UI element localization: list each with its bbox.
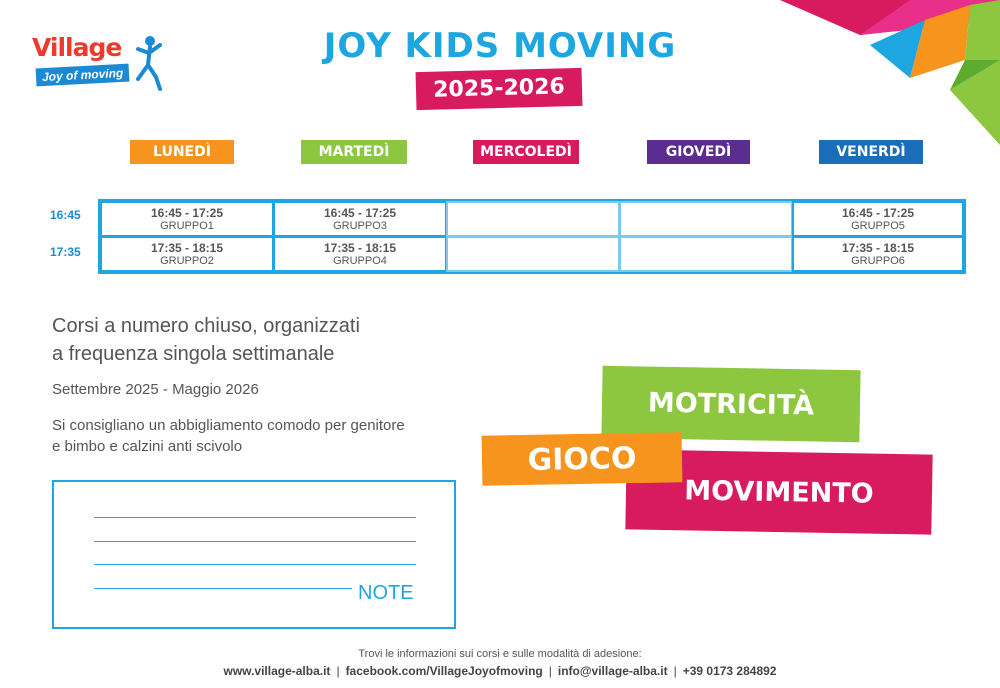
clothing-advice <box>52 415 405 457</box>
clothing-advice-line1: Si consigliano un abbigliamento comodo per genitore <box>52 417 405 434</box>
footer-separator: | <box>336 664 340 678</box>
day-header-mercoledi: MERCOLEDÌ <box>473 140 579 164</box>
cell-time: 17:35 - 18:15 <box>323 241 397 255</box>
cell-group: GRUPPO6 <box>851 255 905 267</box>
phone-number[interactable]: +39 0173 284892 <box>682 664 777 678</box>
schedule-cell <box>100 201 274 237</box>
tag-gioco: GIOCO <box>482 432 683 485</box>
note-line <box>94 564 416 565</box>
schedule-cell-empty <box>446 236 620 272</box>
course-description-line2: a frequenza singola settimanale <box>52 343 335 365</box>
schedule-cell <box>273 201 447 237</box>
footer-separator: | <box>673 664 677 678</box>
cell-time: 17:35 - 18:15 <box>150 241 224 255</box>
note-line <box>94 588 352 589</box>
clothing-advice-line2: e bimbo e calzini anti scivolo <box>52 438 243 455</box>
notes-box <box>52 480 456 629</box>
email-link[interactable]: info@village-alba.it <box>557 664 668 678</box>
schedule-cell <box>273 236 447 272</box>
website-link[interactable]: www.village-alba.it <box>223 664 331 678</box>
schedule-cell <box>100 236 274 272</box>
cell-time: 16:45 - 17:25 <box>841 206 915 220</box>
cell-time: 17:35 - 18:15 <box>841 241 915 255</box>
facebook-link[interactable]: facebook.com/VillageJoyofmoving <box>345 664 543 678</box>
footer-intro: Trovi le informazioni sui corsi e sulle modalità di adesione: <box>358 648 642 660</box>
schedule-cell <box>792 236 964 272</box>
season-badge: 2025-2026 <box>416 68 583 110</box>
course-period: Settembre 2025 - Maggio 2026 <box>52 381 259 398</box>
corner-decoration <box>760 0 1000 145</box>
footer-contacts <box>0 664 1000 678</box>
logo-tagline: Joy of moving <box>36 64 130 87</box>
schedule-cell-empty <box>619 236 793 272</box>
footer-separator: | <box>548 664 552 678</box>
day-header-lunedi: LUNEDÌ <box>130 140 234 164</box>
notes-label: NOTE <box>358 582 414 604</box>
tag-motricita: MOTRICITÀ <box>601 366 860 442</box>
note-line <box>94 517 416 518</box>
schedule-cell <box>792 201 964 237</box>
time-label-1: 16:45 <box>50 208 81 222</box>
schedule-cell-empty <box>446 201 620 237</box>
course-description <box>52 312 360 368</box>
cell-time: 16:45 - 17:25 <box>150 206 224 220</box>
schedule-table <box>98 199 966 274</box>
note-line <box>94 541 416 542</box>
page-title: JOY KIDS MOVING <box>323 26 677 66</box>
schedule-cell-empty <box>619 201 793 237</box>
cell-group: GRUPPO3 <box>333 220 387 232</box>
course-description-line1: Corsi a numero chiuso, organizzati <box>52 315 360 337</box>
day-header-martedi: MARTEDÌ <box>301 140 407 164</box>
time-label-2: 17:35 <box>50 245 81 259</box>
cell-group: GRUPPO4 <box>333 255 387 267</box>
cell-group: GRUPPO5 <box>851 220 905 232</box>
day-header-giovedi: GIOVEDÌ <box>647 140 750 164</box>
logo-brand: Village <box>32 33 122 62</box>
cell-group: GRUPPO2 <box>160 255 214 267</box>
tag-movimento: MOVIMENTO <box>625 449 932 534</box>
cell-group: GRUPPO1 <box>160 220 214 232</box>
day-header-venerdi: VENERDÌ <box>819 140 923 164</box>
cell-time: 16:45 - 17:25 <box>323 206 397 220</box>
